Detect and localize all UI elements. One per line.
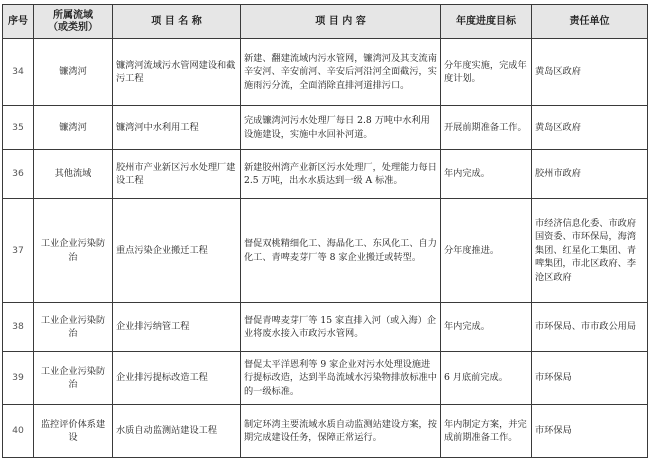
table-row	[3, 150, 648, 199]
row-project: 镰湾河中水利用工程	[113, 106, 241, 150]
row-project: 水质自动监测站建设工程	[113, 405, 241, 458]
row-project: 重点污染企业搬迁工程	[113, 199, 241, 303]
row-target: 年内制定方案，并完成前期准备工作。	[441, 405, 532, 458]
row-target: 分年度推进。	[441, 199, 532, 303]
row-no: 39	[3, 352, 34, 405]
row-unit: 市环保局、市市政公用局	[532, 303, 648, 352]
row-content: 新建、翻建流域内污水管网，镰湾河及其支流南辛安河、辛安前河、辛安后河沿河全面截污，实施雨污分流，全面消除直排河道排污口。	[241, 39, 441, 106]
header-target: 年度进度目标	[441, 5, 532, 39]
table-row	[3, 303, 648, 352]
row-unit: 黄岛区政府	[532, 39, 648, 106]
table-row	[3, 199, 648, 303]
row-content: 督促青啤麦芽厂等 15 家直排入河（或入海）企业将废水接入市政污水管网。	[241, 303, 441, 352]
row-content: 督促双桃精细化工、海晶化工、东风化工、自力化工、青啤麦芽厂等 8 家企业搬迁或转型。	[241, 199, 441, 303]
row-no: 35	[3, 106, 34, 150]
row-content: 完成镰湾河污水处理厂每日 2.8 万吨中水利用设施建设，实施中水回补河道。	[241, 106, 441, 150]
row-basin: 镰湾河	[34, 106, 113, 150]
header-unit: 责任单位	[532, 5, 648, 39]
row-no: 38	[3, 303, 34, 352]
row-basin: 工业企业污染防治	[34, 303, 113, 352]
header-basin: 所属流域（或类别）	[34, 5, 113, 39]
row-basin: 监控评价体系建设	[34, 405, 113, 458]
row-project: 企业排污纳管工程	[113, 303, 241, 352]
row-unit: 市环保局	[532, 352, 648, 405]
table-row	[3, 39, 648, 106]
row-content: 制定环湾主要流域水质自动监测站建设方案，按期完成建设任务，保障正常运行。	[241, 405, 441, 458]
row-no: 37	[3, 199, 34, 303]
row-basin: 工业企业污染防治	[34, 199, 113, 303]
row-target: 年内完成。	[441, 150, 532, 199]
table-header-row	[3, 5, 648, 39]
row-content: 新建胶州湾产业新区污水处理厂，处理能力每日 2.5 万吨，出水水质达到一级 A 标准。	[241, 150, 441, 199]
table-row	[3, 352, 648, 405]
header-no: 序号	[3, 5, 34, 39]
row-unit: 胶州市政府	[532, 150, 648, 199]
row-unit: 市经济信息化委、市政府国资委、市环保局，海湾集团、红星化工集团、青啤集团，市北区政府、李沧区政府	[532, 199, 648, 303]
table-row	[3, 106, 648, 150]
row-project: 企业排污提标改造工程	[113, 352, 241, 405]
row-no: 34	[3, 39, 34, 106]
row-basin: 工业企业污染防治	[34, 352, 113, 405]
row-basin: 镰湾河	[34, 39, 113, 106]
row-no: 40	[3, 405, 34, 458]
project-table	[2, 4, 648, 458]
row-target: 年内完成。	[441, 303, 532, 352]
row-no: 36	[3, 150, 34, 199]
row-target: 6 月底前完成。	[441, 352, 532, 405]
row-project: 镰湾河流域污水管网建设和截污工程	[113, 39, 241, 106]
row-unit: 黄岛区政府	[532, 106, 648, 150]
header-content: 项 目 内 容	[241, 5, 441, 39]
row-unit: 市环保局	[532, 405, 648, 458]
row-project: 胶州市产业新区污水处理厂建设工程	[113, 150, 241, 199]
header-project: 项 目 名 称	[113, 5, 241, 39]
row-basin: 其他流域	[34, 150, 113, 199]
row-target: 分年度实施，完成年度计划。	[441, 39, 532, 106]
row-target: 开展前期准备工作。	[441, 106, 532, 150]
row-content: 督促太平洋恩利等 9 家企业对污水处理设施进行提标改造，达到半岛流域水污染物排放标准中的一级标准。	[241, 352, 441, 405]
table-row	[3, 405, 648, 458]
